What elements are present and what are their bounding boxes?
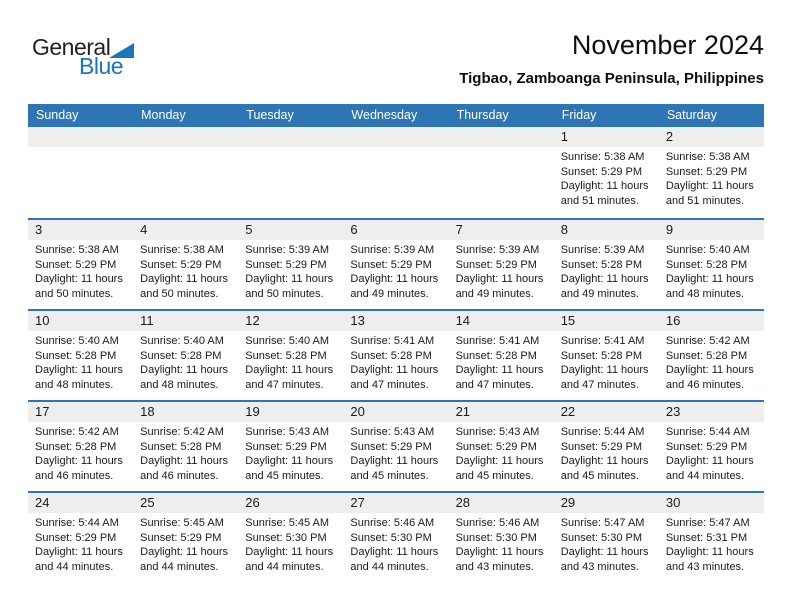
day-details — [659, 147, 764, 208]
day-details — [659, 513, 764, 574]
sunset-text: Sunset: 5:28 PM — [455, 349, 537, 362]
sunrise-text: Sunrise: 5:38 AM — [560, 151, 645, 163]
daylight-text: Daylight: 11 hours and 50 minutes. — [245, 273, 334, 300]
day-number: 16 — [659, 311, 764, 331]
day-details — [343, 331, 448, 392]
title-block — [459, 30, 764, 87]
day-number — [343, 127, 448, 147]
day-number: 21 — [449, 402, 554, 422]
day-cell-10 — [28, 311, 133, 400]
day-cell-empty — [449, 127, 554, 218]
day-details — [343, 422, 448, 483]
sunrise-text: Sunrise: 5:47 AM — [560, 517, 645, 529]
day-details — [659, 422, 764, 483]
day-number — [28, 127, 133, 147]
day-details — [28, 513, 133, 574]
daylight-text: Daylight: 11 hours and 48 minutes. — [140, 364, 228, 391]
day-details — [133, 240, 238, 301]
sunrise-text: Sunrise: 5:38 AM — [35, 244, 119, 256]
day-details — [554, 513, 659, 574]
day-number: 28 — [449, 493, 554, 513]
daylight-text: Daylight: 11 hours and 44 minutes. — [35, 546, 123, 573]
day-cell-8 — [554, 220, 659, 309]
daylight-text: Daylight: 11 hours and 47 minutes. — [455, 364, 544, 391]
day-number: 18 — [133, 402, 238, 422]
day-number: 2 — [659, 127, 764, 147]
day-cell-12 — [238, 311, 343, 400]
day-number: 14 — [449, 311, 554, 331]
content-area — [28, 0, 764, 582]
sunset-text: Sunset: 5:30 PM — [455, 531, 537, 544]
sunset-text: Sunset: 5:29 PM — [350, 440, 432, 453]
day-details — [28, 331, 133, 392]
sunset-text: Sunset: 5:29 PM — [560, 440, 643, 453]
sunset-text: Sunset: 5:31 PM — [665, 531, 748, 544]
sunrise-text: Sunrise: 5:46 AM — [455, 517, 540, 529]
day-cell-16 — [659, 311, 764, 400]
daylight-text: Daylight: 11 hours and 47 minutes. — [560, 364, 649, 391]
day-cell-19 — [238, 402, 343, 491]
sunset-text: Sunset: 5:28 PM — [665, 349, 748, 362]
sunset-text: Sunset: 5:28 PM — [140, 440, 222, 453]
daylight-text: Daylight: 11 hours and 44 minutes. — [350, 546, 439, 573]
day-details — [449, 240, 554, 301]
day-cell-9 — [659, 220, 764, 309]
day-number: 10 — [28, 311, 133, 331]
sunrise-text: Sunrise: 5:40 AM — [35, 335, 119, 347]
day-number — [238, 127, 343, 147]
sunset-text: Sunset: 5:30 PM — [245, 531, 327, 544]
day-details — [659, 331, 764, 392]
sunrise-text: Sunrise: 5:40 AM — [140, 335, 224, 347]
day-cell-5 — [238, 220, 343, 309]
daylight-text: Daylight: 11 hours and 46 minutes. — [140, 455, 228, 482]
sunset-text: Sunset: 5:29 PM — [35, 531, 117, 544]
day-cell-26 — [238, 493, 343, 582]
day-cell-3 — [28, 220, 133, 309]
week-row — [28, 491, 764, 582]
sunrise-text: Sunrise: 5:43 AM — [350, 426, 435, 438]
day-number: 5 — [238, 220, 343, 240]
day-number: 3 — [28, 220, 133, 240]
sunrise-text: Sunrise: 5:41 AM — [350, 335, 435, 347]
day-number: 23 — [659, 402, 764, 422]
weekday-header-row — [28, 104, 764, 127]
weekday-header-sunday: Sunday — [36, 108, 79, 122]
day-details — [449, 331, 554, 392]
day-number: 4 — [133, 220, 238, 240]
day-number: 24 — [28, 493, 133, 513]
day-number: 30 — [659, 493, 764, 513]
sunrise-text: Sunrise: 5:44 AM — [665, 426, 750, 438]
week-row — [28, 400, 764, 491]
day-cell-28 — [449, 493, 554, 582]
sunset-text: Sunset: 5:28 PM — [35, 440, 117, 453]
day-details — [449, 147, 554, 150]
daylight-text: Daylight: 11 hours and 44 minutes. — [665, 455, 754, 482]
sunrise-text: Sunrise: 5:47 AM — [665, 517, 750, 529]
day-cell-4 — [133, 220, 238, 309]
sunset-text: Sunset: 5:30 PM — [560, 531, 643, 544]
sunset-text: Sunset: 5:29 PM — [140, 531, 222, 544]
sunrise-text: Sunrise: 5:39 AM — [350, 244, 435, 256]
day-cell-27 — [343, 493, 448, 582]
day-details — [238, 331, 343, 392]
sunrise-text: Sunrise: 5:44 AM — [560, 426, 645, 438]
day-number: 20 — [343, 402, 448, 422]
sunset-text: Sunset: 5:29 PM — [245, 258, 327, 271]
day-number — [449, 127, 554, 147]
weekday-header-friday: Friday — [561, 108, 597, 122]
daylight-text: Daylight: 11 hours and 48 minutes. — [665, 273, 754, 300]
sunrise-text: Sunrise: 5:46 AM — [350, 517, 435, 529]
daylight-text: Daylight: 11 hours and 49 minutes. — [560, 273, 649, 300]
sunset-text: Sunset: 5:29 PM — [665, 165, 748, 178]
day-number: 6 — [343, 220, 448, 240]
day-details — [133, 513, 238, 574]
daylight-text: Daylight: 11 hours and 49 minutes. — [350, 273, 439, 300]
weekday-header-wednesday: Wednesday — [351, 108, 418, 122]
day-details — [28, 240, 133, 301]
daylight-text: Daylight: 11 hours and 51 minutes. — [560, 180, 649, 207]
day-cell-11 — [133, 311, 238, 400]
sunrise-text: Sunrise: 5:42 AM — [140, 426, 224, 438]
calendar-grid — [28, 104, 764, 582]
day-cell-7 — [449, 220, 554, 309]
day-details — [238, 240, 343, 301]
sunset-text: Sunset: 5:28 PM — [35, 349, 117, 362]
day-cell-29 — [554, 493, 659, 582]
day-details — [343, 240, 448, 301]
weekday-header-monday: Monday — [141, 108, 186, 122]
sunrise-text: Sunrise: 5:38 AM — [665, 151, 750, 163]
day-details — [133, 147, 238, 150]
day-number: 12 — [238, 311, 343, 331]
day-number: 17 — [28, 402, 133, 422]
day-details — [343, 147, 448, 150]
day-details — [554, 240, 659, 301]
daylight-text: Daylight: 11 hours and 46 minutes. — [665, 364, 754, 391]
calendar-weeks — [28, 127, 764, 582]
daylight-text: Daylight: 11 hours and 45 minutes. — [350, 455, 439, 482]
day-cell-25 — [133, 493, 238, 582]
top-bar — [28, 0, 764, 104]
sunset-text: Sunset: 5:29 PM — [455, 258, 537, 271]
sunset-text: Sunset: 5:29 PM — [560, 165, 643, 178]
sunrise-text: Sunrise: 5:45 AM — [245, 517, 330, 529]
sunset-text: Sunset: 5:28 PM — [140, 349, 222, 362]
day-number: 7 — [449, 220, 554, 240]
day-cell-21 — [449, 402, 554, 491]
day-details — [28, 147, 133, 150]
daylight-text: Daylight: 11 hours and 43 minutes. — [560, 546, 649, 573]
day-cell-empty — [133, 127, 238, 218]
daylight-text: Daylight: 11 hours and 46 minutes. — [35, 455, 123, 482]
daylight-text: Daylight: 11 hours and 45 minutes. — [455, 455, 544, 482]
day-cell-17 — [28, 402, 133, 491]
sunrise-text: Sunrise: 5:38 AM — [140, 244, 224, 256]
day-details — [554, 147, 659, 208]
day-number: 9 — [659, 220, 764, 240]
sunrise-text: Sunrise: 5:43 AM — [245, 426, 330, 438]
day-details — [449, 513, 554, 574]
daylight-text: Daylight: 11 hours and 50 minutes. — [140, 273, 228, 300]
sunset-text: Sunset: 5:28 PM — [245, 349, 327, 362]
day-number: 22 — [554, 402, 659, 422]
daylight-text: Daylight: 11 hours and 49 minutes. — [455, 273, 544, 300]
day-cell-30 — [659, 493, 764, 582]
week-row — [28, 309, 764, 400]
day-cell-empty — [28, 127, 133, 218]
sunset-text: Sunset: 5:29 PM — [350, 258, 432, 271]
day-cell-6 — [343, 220, 448, 309]
sunrise-text: Sunrise: 5:41 AM — [560, 335, 645, 347]
sunrise-text: Sunrise: 5:40 AM — [245, 335, 330, 347]
general-blue-logo — [32, 36, 134, 78]
day-number: 11 — [133, 311, 238, 331]
sunset-text: Sunset: 5:29 PM — [455, 440, 537, 453]
day-details — [343, 513, 448, 574]
daylight-text: Daylight: 11 hours and 45 minutes. — [560, 455, 649, 482]
sunset-text: Sunset: 5:30 PM — [350, 531, 432, 544]
day-details — [449, 422, 554, 483]
day-cell-13 — [343, 311, 448, 400]
daylight-text: Daylight: 11 hours and 44 minutes. — [245, 546, 334, 573]
day-number: 26 — [238, 493, 343, 513]
day-number — [133, 127, 238, 147]
weekday-header-tuesday: Tuesday — [246, 108, 294, 122]
day-number: 25 — [133, 493, 238, 513]
day-cell-15 — [554, 311, 659, 400]
day-number: 19 — [238, 402, 343, 422]
weekday-header-saturday: Saturday — [666, 108, 717, 122]
day-details — [238, 422, 343, 483]
sunrise-text: Sunrise: 5:45 AM — [140, 517, 224, 529]
day-cell-14 — [449, 311, 554, 400]
day-cell-2 — [659, 127, 764, 218]
page-subtitle: Tigbao, Zamboanga Peninsula, Philippines — [459, 70, 764, 87]
sunset-text: Sunset: 5:29 PM — [245, 440, 327, 453]
week-row — [28, 218, 764, 309]
daylight-text: Daylight: 11 hours and 43 minutes. — [455, 546, 544, 573]
day-number: 15 — [554, 311, 659, 331]
sunrise-text: Sunrise: 5:42 AM — [665, 335, 750, 347]
sunrise-text: Sunrise: 5:44 AM — [35, 517, 119, 529]
sunset-text: Sunset: 5:28 PM — [560, 258, 643, 271]
logo-text-general: General — [32, 34, 111, 60]
sunset-text: Sunset: 5:28 PM — [665, 258, 748, 271]
daylight-text: Daylight: 11 hours and 51 minutes. — [665, 180, 754, 207]
sunset-text: Sunset: 5:29 PM — [140, 258, 222, 271]
day-cell-23 — [659, 402, 764, 491]
day-details — [554, 422, 659, 483]
weekday-header-thursday: Thursday — [456, 108, 509, 122]
day-cell-24 — [28, 493, 133, 582]
day-number: 1 — [554, 127, 659, 147]
day-cell-1 — [554, 127, 659, 218]
day-number: 8 — [554, 220, 659, 240]
day-number: 29 — [554, 493, 659, 513]
day-cell-20 — [343, 402, 448, 491]
day-details — [238, 147, 343, 150]
sunrise-text: Sunrise: 5:39 AM — [560, 244, 645, 256]
day-number: 13 — [343, 311, 448, 331]
day-details — [133, 331, 238, 392]
daylight-text: Daylight: 11 hours and 47 minutes. — [350, 364, 439, 391]
day-details — [554, 331, 659, 392]
day-cell-empty — [343, 127, 448, 218]
sunrise-text: Sunrise: 5:43 AM — [455, 426, 540, 438]
sunrise-text: Sunrise: 5:39 AM — [455, 244, 540, 256]
sunset-text: Sunset: 5:28 PM — [350, 349, 432, 362]
daylight-text: Daylight: 11 hours and 50 minutes. — [35, 273, 123, 300]
week-row — [28, 127, 764, 218]
day-cell-empty — [238, 127, 343, 218]
day-details — [28, 422, 133, 483]
daylight-text: Daylight: 11 hours and 43 minutes. — [665, 546, 754, 573]
daylight-text: Daylight: 11 hours and 44 minutes. — [140, 546, 228, 573]
daylight-text: Daylight: 11 hours and 45 minutes. — [245, 455, 334, 482]
sunrise-text: Sunrise: 5:41 AM — [455, 335, 540, 347]
sunset-text: Sunset: 5:29 PM — [35, 258, 117, 271]
day-details — [238, 513, 343, 574]
day-cell-22 — [554, 402, 659, 491]
day-cell-18 — [133, 402, 238, 491]
day-details — [659, 240, 764, 301]
day-number: 27 — [343, 493, 448, 513]
sunset-text: Sunset: 5:29 PM — [665, 440, 748, 453]
daylight-text: Daylight: 11 hours and 48 minutes. — [35, 364, 123, 391]
page-title: November 2024 — [571, 30, 764, 60]
day-details — [133, 422, 238, 483]
logo-text-blue: Blue — [79, 53, 124, 79]
sunset-text: Sunset: 5:28 PM — [560, 349, 643, 362]
sunrise-text: Sunrise: 5:39 AM — [245, 244, 330, 256]
daylight-text: Daylight: 11 hours and 47 minutes. — [245, 364, 334, 391]
sunrise-text: Sunrise: 5:40 AM — [665, 244, 750, 256]
sunrise-text: Sunrise: 5:42 AM — [35, 426, 119, 438]
